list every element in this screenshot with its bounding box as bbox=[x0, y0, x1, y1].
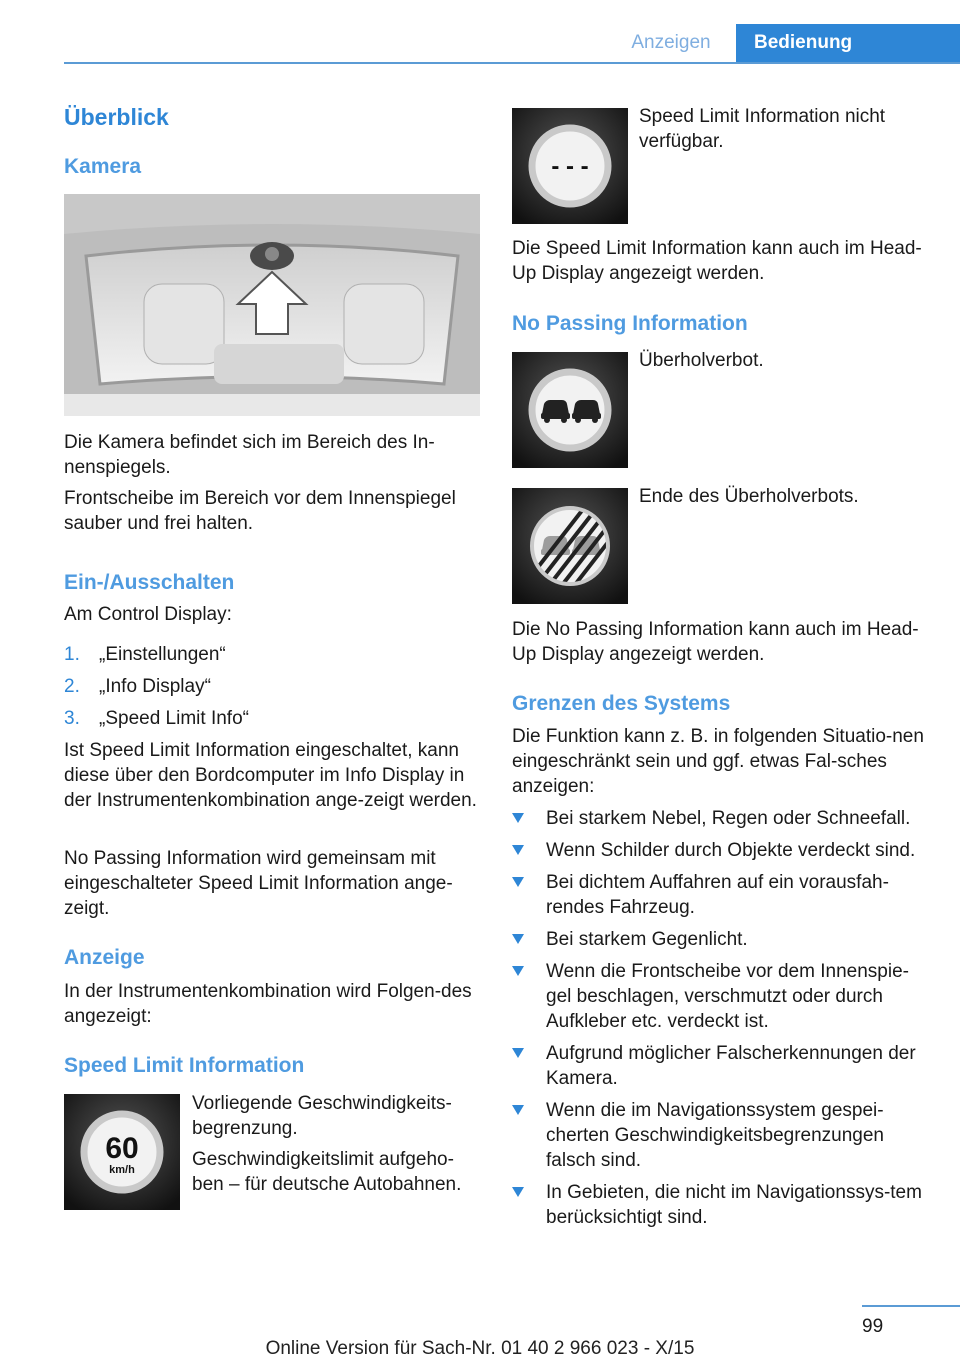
header-divider bbox=[64, 62, 960, 64]
speed-limit-text-2: Geschwindigkeitslimit aufgeho-ben – für deutsche Autobahnen. bbox=[192, 1149, 462, 1195]
tab-bedienung[interactable]: Bedienung bbox=[736, 24, 960, 62]
no-passing-text: Überholverbot. bbox=[639, 350, 764, 371]
list-item: Bei starkem Gegenlicht. bbox=[512, 927, 932, 952]
sign-speed-unit: km/h bbox=[109, 1164, 135, 1176]
hud-speed-text: Die Speed Limit Information kann auch im Head-Up Display angezeigt werden. bbox=[512, 238, 922, 284]
no-passing-sign-icon bbox=[512, 352, 628, 468]
list-item: Wenn die Frontscheibe vor dem Innenspie-gel beschlagen, verschmutzt oder durch Aufkleber etc. verdeckt ist. bbox=[512, 959, 932, 1034]
on-off-text-1: Ist Speed Limit Information eingeschaltet, kann diese über den Bordcomputer im Info Display in der Instrumentenkombination ange-zeigt werden. bbox=[64, 740, 477, 811]
heading-camera: Kamera bbox=[64, 155, 142, 178]
page-number: 99 bbox=[862, 1316, 884, 1337]
speed-limit-text-1: Vorliegende Geschwindigkeits-begrenzung. bbox=[192, 1093, 452, 1139]
triangle-bullet-icon bbox=[512, 813, 524, 823]
heading-system-limits: Grenzen des Systems bbox=[512, 692, 731, 715]
triangle-bullet-icon bbox=[512, 1048, 524, 1058]
triangle-bullet-icon bbox=[512, 934, 524, 944]
heading-no-passing: No Passing Information bbox=[512, 312, 748, 335]
end-of-no-passing-sign-icon bbox=[512, 488, 628, 604]
sign-speed-value: 60 bbox=[105, 1132, 139, 1165]
triangle-bullet-icon bbox=[512, 1105, 524, 1115]
heading-overview: Überblick bbox=[64, 104, 169, 130]
triangle-bullet-icon bbox=[512, 845, 524, 855]
limits-intro: Die Funktion kann z. B. in folgenden Situatio-nen eingeschränkt sein und ggf. etwas Fal-sches anzeigen: bbox=[512, 726, 924, 797]
footer-version: Online Version für Sach-Nr. 01 40 2 966 023 - X/15 bbox=[265, 1338, 695, 1359]
list-item: Wenn die im Navigationssystem gespei-cherten Geschwindigkeitsbegrenzungen falsch sind. bbox=[512, 1098, 932, 1173]
display-text: In der Instrumentenkombination wird Folgen-des angezeigt: bbox=[64, 981, 472, 1027]
camera-text-1: Die Kamera befindet sich im Bereich des In-nenspiegels. bbox=[64, 432, 435, 478]
speed-limit-sign-icon bbox=[64, 1094, 180, 1210]
list-item: 2. „Info Display“ bbox=[64, 676, 211, 697]
sign-na-text: - - - bbox=[551, 153, 589, 180]
heading-on-off: Ein-/Ausschalten bbox=[64, 571, 235, 594]
hud-no-passing-text: Die No Passing Information kann auch im Head-Up Display angezeigt werden. bbox=[512, 619, 919, 665]
footer-divider bbox=[862, 1305, 960, 1307]
on-off-text-2: No Passing Information wird gemeinsam mit eingeschalteter Speed Limit Information ange-zeigt. bbox=[64, 848, 453, 919]
speed-limit-unavailable-sign-icon bbox=[512, 108, 628, 224]
camera-text-2: Frontscheibe im Bereich vor dem Innenspiegel sauber und frei halten. bbox=[64, 488, 456, 534]
list-item: Bei dichtem Auffahren auf ein vorausfah-rendes Fahrzeug. bbox=[512, 870, 932, 920]
limits-list bbox=[512, 806, 932, 1237]
list-item: Aufgrund möglicher Falscherkennungen der Kamera. bbox=[512, 1041, 932, 1091]
end-no-passing-text: Ende des Überholverbots. bbox=[639, 486, 859, 507]
triangle-bullet-icon bbox=[512, 966, 524, 976]
heading-display: Anzeige bbox=[64, 946, 145, 969]
camera-image bbox=[64, 194, 480, 416]
speed-limit-unavailable-text: Speed Limit Information nicht verfügbar. bbox=[639, 106, 886, 152]
list-item: Bei starkem Nebel, Regen oder Schneefall. bbox=[512, 806, 932, 831]
list-item: In Gebieten, die nicht im Navigationssys-tem berücksichtigt sind. bbox=[512, 1180, 932, 1230]
list-item: 1. „Einstellungen“ bbox=[64, 644, 226, 665]
heading-speed-limit: Speed Limit Information bbox=[64, 1054, 305, 1077]
steps-list bbox=[64, 642, 480, 738]
triangle-bullet-icon bbox=[512, 877, 524, 887]
list-item: 3. „Speed Limit Info“ bbox=[64, 708, 249, 729]
on-off-intro: Am Control Display: bbox=[64, 604, 232, 625]
tab-anzeigen[interactable]: Anzeigen bbox=[631, 32, 711, 53]
triangle-bullet-icon bbox=[512, 1187, 524, 1197]
list-item: Wenn Schilder durch Objekte verdeckt sind. bbox=[512, 838, 932, 863]
